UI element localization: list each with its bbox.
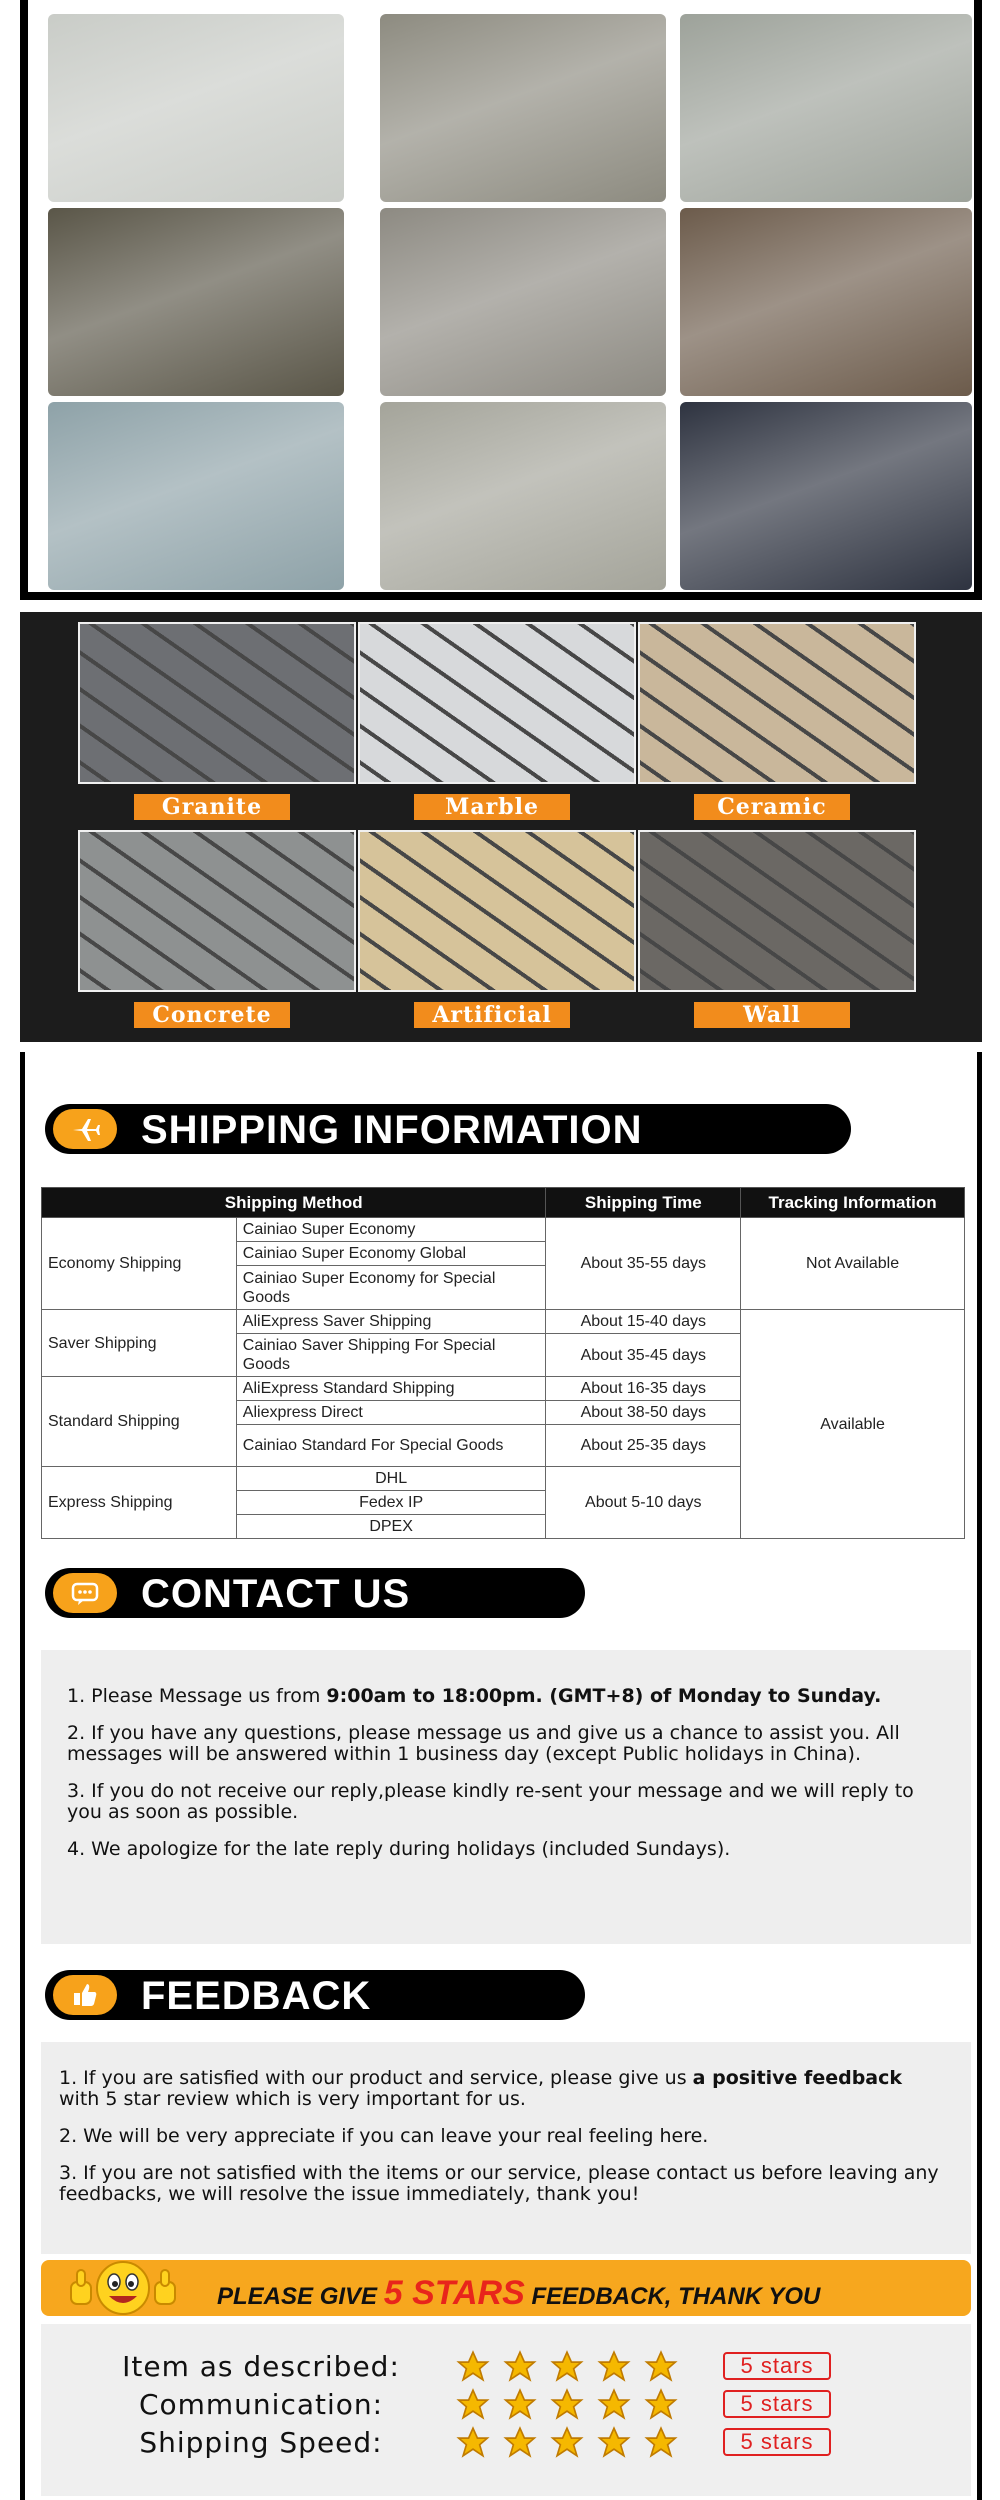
feedback-header [45, 1970, 585, 2020]
contact-item: 3. If you do not receive our reply,please kindly re-sent your message and we will reply to you as soon as possible. [67, 1780, 914, 1823]
thumbs-up-icon [53, 1975, 117, 2015]
material-image-concrete [78, 830, 356, 992]
group-express: Express Shipping [42, 1467, 237, 1539]
feedback-item: 3. If you are not satisfied with the items or our service, please contact us before leaving any feedbacks, we will resolve the issue immediately, thank you! [59, 2162, 939, 2205]
photo-terrazzo-closeup [380, 208, 666, 396]
time-cell: About 38-50 days [546, 1401, 741, 1425]
star-icon [596, 2426, 632, 2458]
star-icon [455, 2388, 491, 2420]
material-image-artificial [358, 830, 636, 992]
method-cell: DPEX [236, 1515, 546, 1539]
photo-driveway [680, 208, 972, 396]
material-image-granite [78, 622, 356, 784]
shipping-header [45, 1104, 851, 1154]
material-label-concrete: Concrete [134, 1002, 290, 1028]
contact-item: 1. Please Message us from 9:00am to 18:00pm. (GMT+8) of Monday to Sunday. [67, 1685, 882, 1707]
star-icon [455, 2426, 491, 2458]
rating-row [101, 2426, 921, 2462]
method-cell: Cainiao Standard For Special Goods [236, 1425, 546, 1467]
rating-badge: 5 stars [723, 2428, 831, 2456]
material-image-marble [358, 622, 636, 784]
group-economy: Economy Shipping [42, 1218, 237, 1310]
rating-stars [455, 2350, 690, 2387]
chat-icon [53, 1573, 117, 1613]
photo-grinding-disc [48, 208, 344, 396]
material-label-marble: Marble [414, 794, 570, 820]
star-icon [455, 2350, 491, 2382]
rating-row [101, 2350, 921, 2386]
five-stars-banner [41, 2260, 971, 2316]
rating-label: Item as described: [122, 2350, 400, 2383]
photo-polished-room [48, 14, 344, 202]
contact-item: 2. If you have any questions, please message us and give us a chance to assist you. All messages will be answered within 1 business day (except Public holidays in China). [67, 1722, 900, 1765]
star-icon [643, 2426, 679, 2458]
time-cell: About 25-35 days [546, 1425, 741, 1467]
rating-box [41, 2324, 971, 2496]
contact-box [41, 1650, 971, 1944]
material-image-ceramic [638, 622, 916, 784]
photo-garage-floor [680, 402, 972, 590]
tracking-not-available: Not Available [741, 1218, 965, 1310]
header-tracking: Tracking Information [741, 1188, 965, 1218]
method-cell: Cainiao Super Economy [236, 1218, 546, 1242]
rating-stars [455, 2388, 690, 2425]
method-cell: Fedex IP [236, 1491, 546, 1515]
rating-label: Communication: [138, 2388, 384, 2421]
rating-stars [455, 2426, 690, 2463]
star-icon [596, 2388, 632, 2420]
header-time: Shipping Time [546, 1188, 741, 1218]
feedback-item: 1. If you are satisfied with our product and service, please give us a positive feedback with 5 star review which is very important for us. [59, 2067, 903, 2110]
time-cell: About 35-45 days [546, 1334, 741, 1377]
info-panel [20, 1052, 982, 2500]
star-icon [596, 2350, 632, 2382]
star-icon [549, 2350, 585, 2382]
contact-title: CONTACT US [141, 1572, 411, 1616]
photo-wet-concrete [380, 402, 666, 590]
contact-item: 4. We apologize for the late reply during holidays (included Sundays). [67, 1838, 731, 1860]
star-icon [643, 2350, 679, 2382]
method-cell: AliExpress Saver Shipping [236, 1310, 546, 1334]
time-cell: About 16-35 days [546, 1377, 741, 1401]
feedback-title: FEEDBACK [141, 1974, 372, 2018]
time-cell: About 15-40 days [546, 1310, 741, 1334]
header-method: Shipping Method [42, 1188, 546, 1218]
star-icon [549, 2388, 585, 2420]
photo-lakeside-terrace [48, 402, 344, 590]
method-cell: Cainiao Super Economy Global [236, 1242, 546, 1266]
material-label-artificial: Artificial [414, 1002, 570, 1028]
plane-icon [53, 1109, 117, 1149]
material-label-wall: Wall [694, 1002, 850, 1028]
star-icon [502, 2426, 538, 2458]
smiley-thumbs-icon [59, 2256, 189, 2318]
photo-gallery [20, 0, 982, 600]
photo-grinding-machine [380, 14, 666, 202]
star-icon [549, 2426, 585, 2458]
method-cell: DHL [236, 1467, 546, 1491]
photo-gallery-frame [20, 0, 982, 600]
rating-row [101, 2388, 921, 2424]
material-image-wall [638, 830, 916, 992]
group-saver: Saver Shipping [42, 1310, 237, 1377]
method-cell: Cainiao Super Economy for Special Goods [236, 1266, 546, 1310]
rating-badge: 5 stars [723, 2390, 831, 2418]
star-icon [502, 2350, 538, 2382]
shipping-table [41, 1187, 965, 1539]
photo-patio-slab [680, 14, 972, 202]
feedback-item: 2. We will be very appreciate if you can leave your real feeling here. [59, 2125, 709, 2147]
time-cell: About 5-10 days [546, 1467, 741, 1539]
rating-badge: 5 stars [723, 2352, 831, 2380]
time-cell: About 35-55 days [546, 1218, 741, 1310]
shipping-title: SHIPPING INFORMATION [141, 1108, 643, 1152]
method-cell: Cainiao Saver Shipping For Special Goods [236, 1334, 546, 1377]
feedback-box [41, 2042, 971, 2254]
star-icon [502, 2388, 538, 2420]
star-icon [643, 2388, 679, 2420]
method-cell: AliExpress Standard Shipping [236, 1377, 546, 1401]
method-cell: Aliexpress Direct [236, 1401, 546, 1425]
five-stars-text: PLEASE GIVE 5 STARS FEEDBACK, THANK YOU [217, 2274, 821, 2312]
tracking-available: Available [741, 1310, 965, 1539]
group-standard: Standard Shipping [42, 1377, 237, 1467]
rating-label: Shipping Speed: [139, 2426, 383, 2459]
material-label-ceramic: Ceramic [694, 794, 850, 820]
material-label-granite: Granite [134, 794, 290, 820]
materials-section [20, 612, 982, 1042]
contact-header [45, 1568, 585, 1618]
